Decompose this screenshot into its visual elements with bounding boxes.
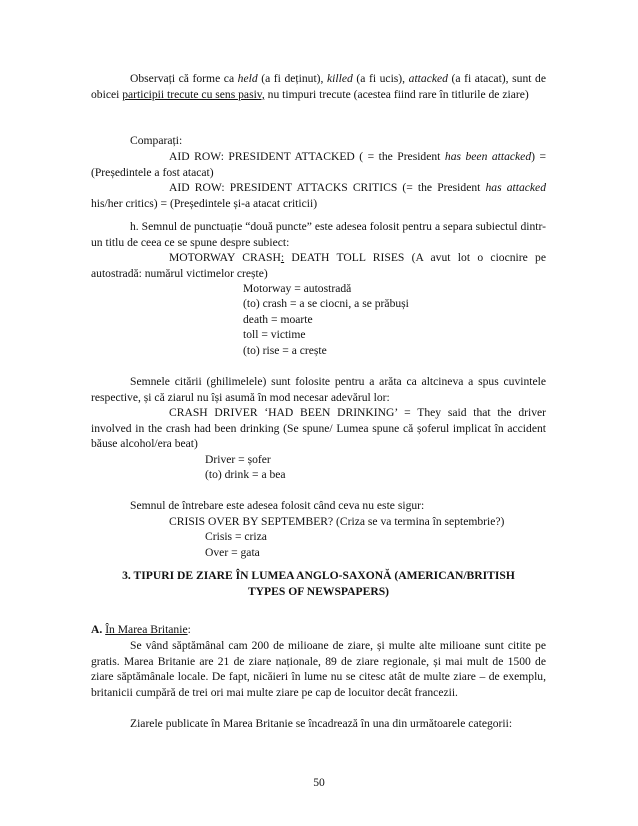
section-a-paragraph-1: Se vând săptămânal cam 200 de milioane de ziare, și multe alte milioane sunt citite pe gratis. Marea Britanie are 21 de ziare naționale, 89 de ziare regionale, și mai mult de 1500 de ziare săptămânale locale. De fapt, nicăieri în lume nu se citesc atât de multe ziare – de exemplu, britanicii cumpără de trei ori mai multe ziare pe cap de locuitor decât francezii. xyxy=(91,639,546,699)
section-3-heading-line-1: 3. TIPURI DE ZIARE ÎN LUMEA ANGLO-SAXONĂ (AMERICAN/BRITISH xyxy=(122,569,515,582)
citari-paragraph: Semnele citării (ghilimelele) sunt folosite pentru a arăta ca altcineva a spus cuvintele respective, și că ziarul nu își asumă în mod necesar adevărul lor: xyxy=(91,375,546,404)
observati-paragraph: Observați că forme ca held (a fi deținut), killed (a fi ucis), attacked (a fi atacat), sunt de obicei participii trecute cu sens pasiv, nu timpuri trecute (acestea fiind rare în titlurile de ziare) xyxy=(91,72,546,101)
vocab-item: Over = gata xyxy=(205,546,260,559)
vocab-item: Motorway = autostradă xyxy=(243,282,352,295)
comparati-example-2: AID ROW: PRESIDENT ATTACKS CRITICS (= the President has attacked his/her critics) = (Președintele și-a atacat criticii) xyxy=(91,181,546,210)
vocab-item: death = moarte xyxy=(243,313,313,326)
comparati-label: Comparați: xyxy=(130,134,183,147)
vocab-item: (to) rise = a crește xyxy=(243,344,327,357)
crash-driver-example: CRASH DRIVER ‘HAD BEEN DRINKING’ = They said that the driver involved in the crash had been drinking (Se spune/ Lumea spune că șoferul implicat în accident băuse alcohol/era beat) xyxy=(91,406,546,451)
motorway-example: MOTORWAY CRASH: DEATH TOLL RISES (A avut lot o ciocnire pe autostradă: numărul victimelor crește) xyxy=(91,251,547,280)
comparati-example-1: AID ROW: PRESIDENT ATTACKED ( = the President has been attacked) = (Președintele a fost atacat) xyxy=(91,150,547,179)
vocab-item: (to) crash = a se ciocni, a se prăbuși xyxy=(243,297,409,310)
semnul-punctuatie-paragraph: h. Semnul de punctuație “două puncte” este adesea folosit pentru a separa subiectul dintr-un titlu de ceea ce se spune despre subiect: xyxy=(91,220,546,249)
vocab-item: (to) drink = a bea xyxy=(205,468,286,481)
vocab-item: Crisis = criza xyxy=(205,530,267,543)
intrebare-paragraph: Semnul de întrebare este adesea folosit când ceva nu este sigur: xyxy=(130,499,425,512)
vocab-item: toll = victime xyxy=(243,328,306,341)
section-3-heading-line-2: TYPES OF NEWSPAPERS) xyxy=(247,585,390,598)
vocab-item: Driver = șofer xyxy=(205,453,271,466)
section-a-title: A. În Marea Britanie: xyxy=(91,623,191,636)
crisis-example: CRISIS OVER BY SEPTEMBER? (Criza se va termina în septembrie?) xyxy=(169,515,505,528)
page-number: 50 xyxy=(313,776,325,789)
section-a-paragraph-2: Ziarele publicate în Marea Britanie se încadrează în una din următoarele categorii: xyxy=(130,717,513,730)
